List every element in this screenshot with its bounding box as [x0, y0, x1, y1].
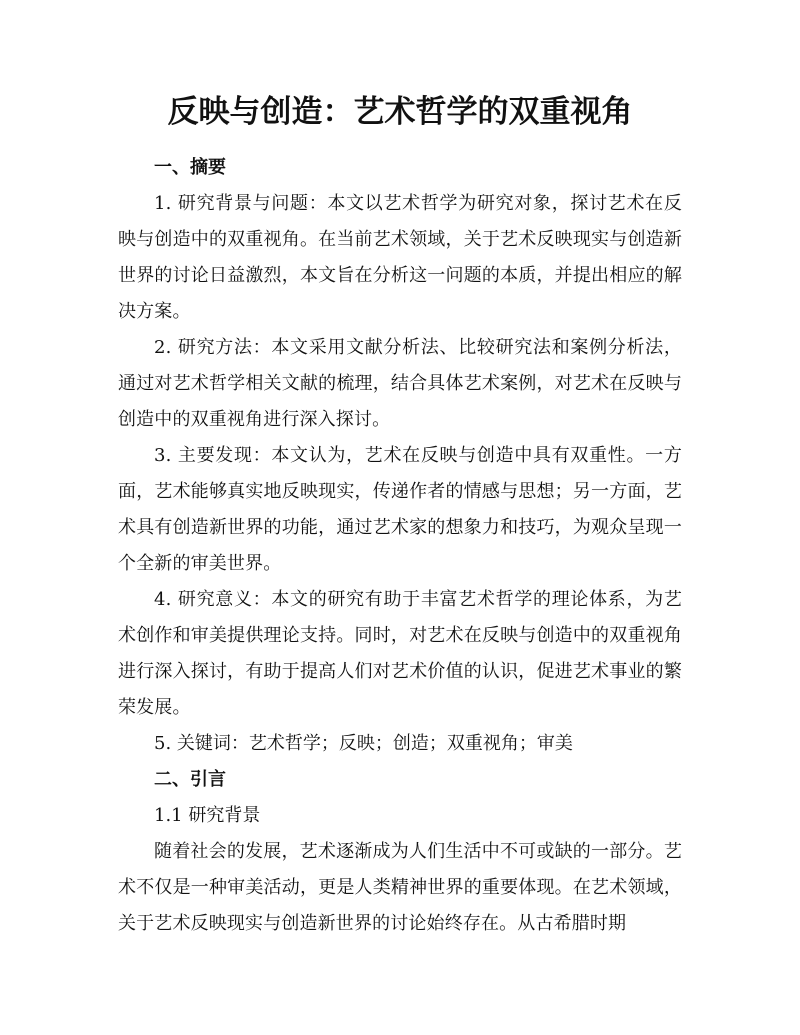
subsection-heading-background: 1.1 研究背景 [154, 805, 261, 826]
abstract-item-significance: 4. 研究意义：本文的研究有助于丰富艺术哲学的理论体系，为艺术创作和审美提供理论支持。同时，对艺术在反映与创造中的双重视角进行深入探讨，有助于提高人们对艺术价值的认识，促进艺术事业的繁荣发展。 [118, 589, 682, 718]
introduction-paragraph: 随着社会的发展，艺术逐渐成为人们生活中不可或缺的一部分。艺术不仅是一种审美活动，更是人类精神世界的重要体现。在艺术领域，关于艺术反映现实与创造新世界的讨论始终存在。从古希腊时期 [118, 841, 682, 934]
section-heading-abstract: 一、摘要 [154, 157, 226, 178]
abstract-item-findings: 3. 主要发现：本文认为，艺术在反映与创造中具有双重性。一方面，艺术能够真实地反映现实，传递作者的情感与思想；另一方面，艺术具有创造新世界的功能，通过艺术家的想象力和技巧，为观众呈现一个全新的审美世界。 [118, 445, 682, 574]
section-heading-introduction: 二、引言 [154, 769, 226, 790]
abstract-item-method: 2. 研究方法：本文采用文献分析法、比较研究法和案例分析法，通过对艺术哲学相关文献的梳理，结合具体艺术案例，对艺术在反映与创造中的双重视角进行深入探讨。 [118, 337, 682, 430]
abstract-item-keywords: 5. 关键词：艺术哲学；反映；创造；双重视角；审美 [154, 733, 573, 754]
document-title: 反映与创造：艺术哲学的双重视角 [167, 94, 633, 130]
abstract-item-background: 1. 研究背景与问题：本文以艺术哲学为研究对象，探讨艺术在反映与创造中的双重视角。在当前艺术领域，关于艺术反映现实与创造新世界的讨论日益激烈，本文旨在分析这一问题的本质，并提出相应的解决方案。 [118, 193, 682, 322]
document-page [118, 88, 682, 942]
